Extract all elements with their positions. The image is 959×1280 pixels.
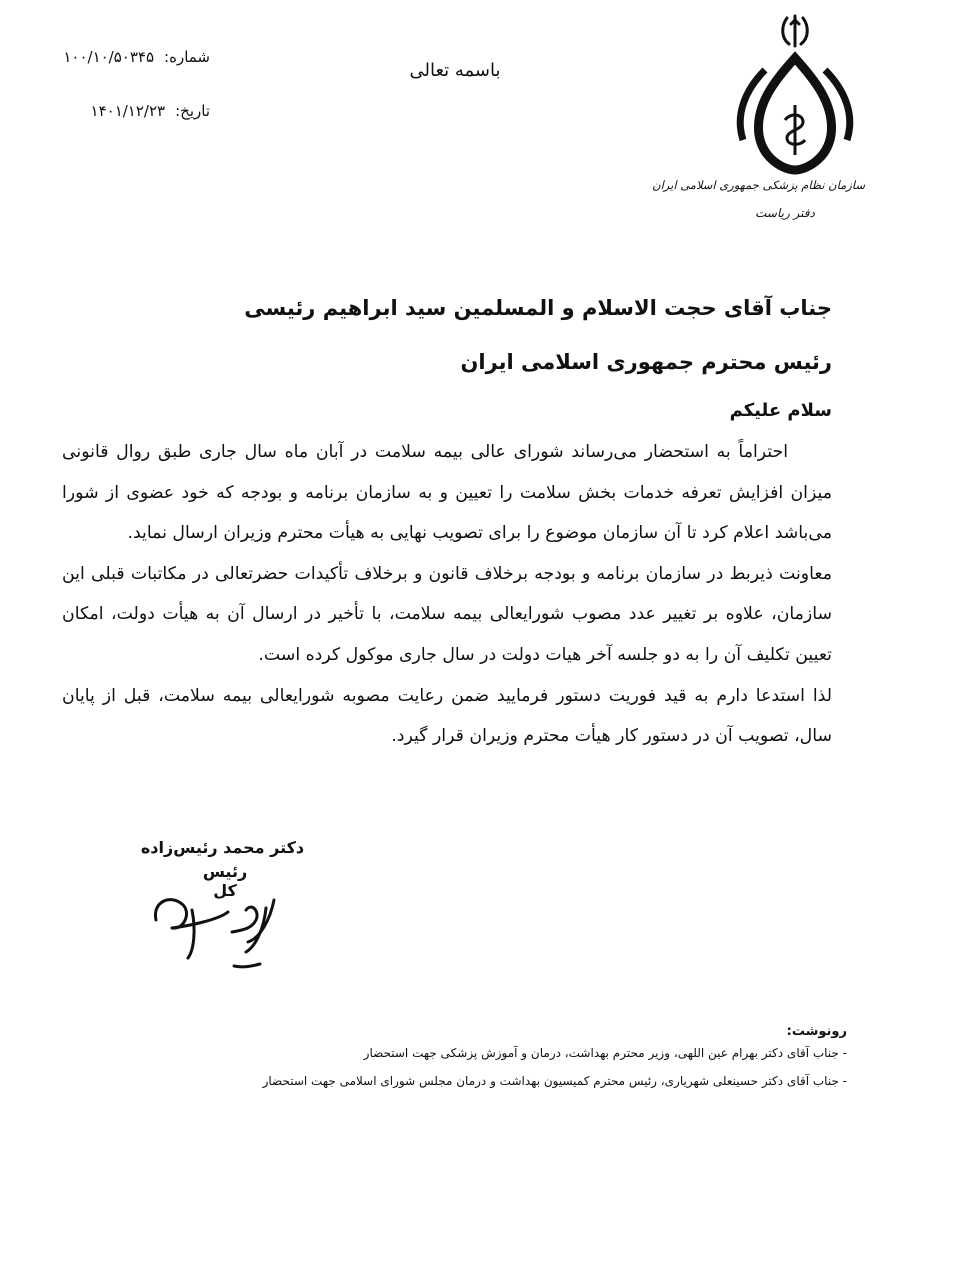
letter-body: [62, 432, 832, 757]
date-label: تاریخ:: [175, 102, 210, 120]
number-label: شماره:: [164, 48, 210, 66]
signatory-name: دکتر محمد رئیس‌زاده: [140, 838, 305, 857]
date-value: ۱۴۰۱/۱۲/۲۳: [90, 102, 166, 120]
addressee-name: جناب آقای حجت الاسلام و المسلمین سید ابراهیم رئیسی: [244, 296, 832, 320]
addressee-title: رئیس محترم جمهوری اسلامی ایران: [460, 350, 832, 374]
letter-number: [30, 48, 210, 66]
invocation: باسمه تعالی: [409, 60, 501, 81]
handwritten-signature: [148, 880, 298, 980]
signatory-title: رئیس کل: [202, 862, 248, 900]
org-name: سازمان نظام پزشکی جمهوری اسلامی ایران: [652, 178, 865, 192]
body-paragraph: لذا استدعا دارم به قید فوریت دستور فرمایید ضمن رعایت مصوبه شورایعالی بیمه سلامت، قبل از پایان سال، تصویب آن در دستور کار هیأت محترم وزیران قرار گیرد.: [62, 685, 832, 747]
medical-council-emblem-icon: [725, 10, 865, 175]
body-paragraph: احتراماً به استحضار می‌رساند شورای عالی بیمه سلامت در آبان ماه سال جاری طبق روال قانونی میزان افزایش تعرفه خدمات بخش سلامت را تعیین و به سازمان برنامه و بودجه که خود عضوی از شورا می‌باشد اعلام کرد تا آن سازمان موضوع را برای تصویب نهایی به هیأت محترم وزیران ارسال نماید.: [62, 442, 832, 544]
letter-date: [30, 102, 210, 120]
org-subtitle: دفتر ریاست: [755, 206, 815, 220]
cc-item: - جناب آقای دکتر حسینعلی شهریاری، رئیس محترم کمیسیون بهداشت و درمان مجلس شورای اسلامی جهت استحضار: [262, 1074, 847, 1088]
cc-item: - جناب آقای دکتر بهرام عین اللهی، وزیر محترم بهداشت، درمان و آموزش پزشکی جهت استحضار: [363, 1046, 847, 1060]
body-paragraph: معاونت ذیربط در سازمان برنامه و بودجه برخلاف قانون و برخلاف تأکیدات حضرتعالی در مکاتبات قبلی این سازمان، علاوه بر تغییر عدد مصوب شورایعالی بیمه سلامت، با تأخیر در ارسال آن به هیأت دولت، امکان تعیین تکلیف آن را به دو جلسه آخر هیات دولت در سال جاری موکول کرده است.: [62, 563, 832, 665]
number-value: ۱۰۰/۱۰/۵۰۳۴۵: [63, 48, 155, 66]
org-logo: [652, 10, 890, 230]
cc-label: رونوشت:: [786, 1024, 847, 1039]
greeting: سلام علیکم: [729, 400, 832, 421]
